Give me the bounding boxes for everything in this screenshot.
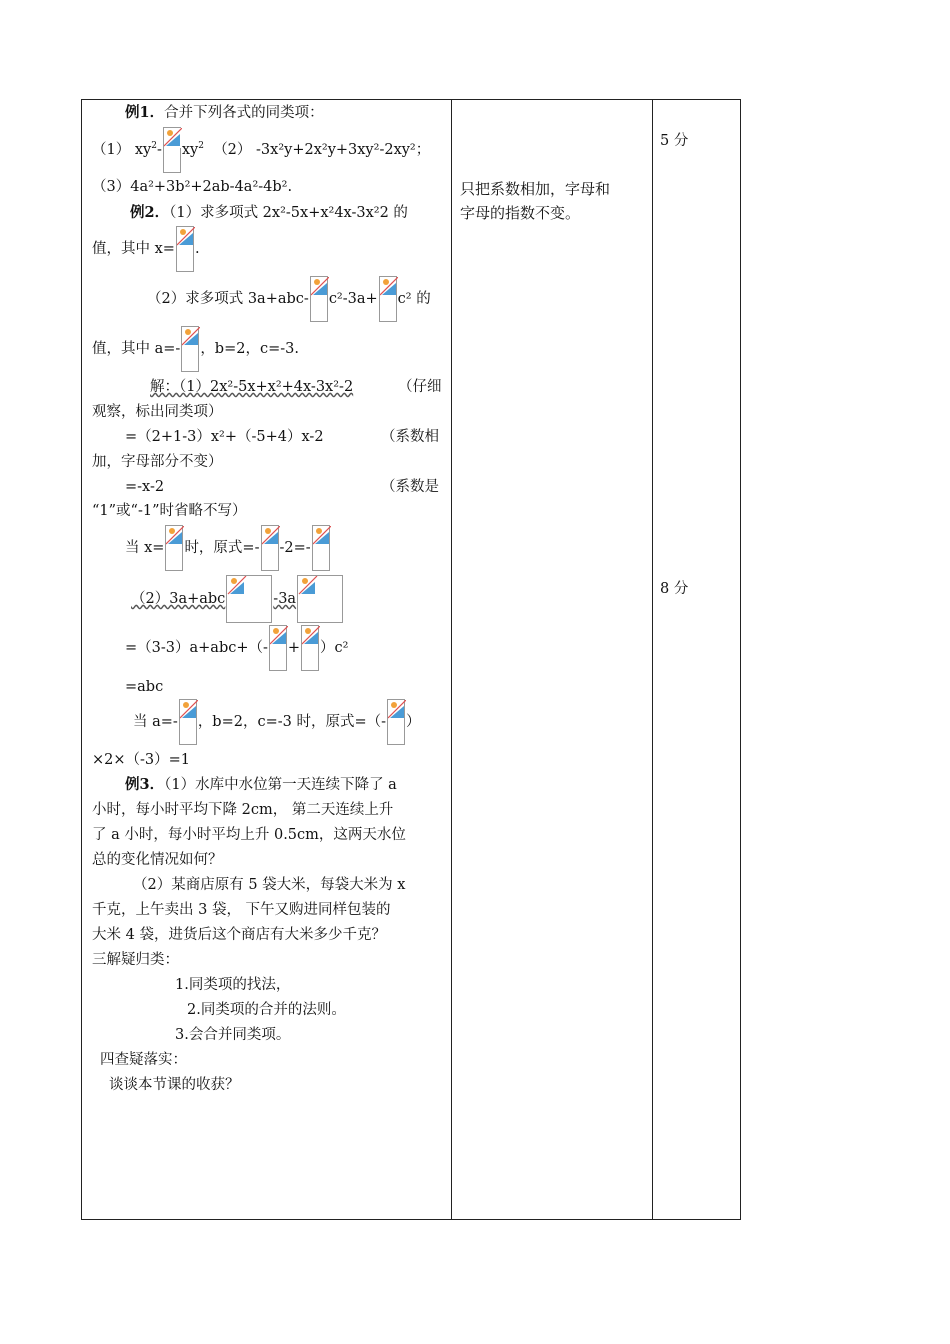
- example-2-line-1: 例2．（1）求多项式 2x²-5x+x²4x-3x²2 的: [130, 204, 408, 221]
- image-placeholder-icon: [226, 575, 272, 623]
- solution-line-9: =（3-3）a+abc+（- + ）c²: [125, 623, 348, 673]
- example-3-line-6: 千克，上午卖出 3 袋， 下午又购进同样包装的: [92, 902, 391, 918]
- solution-line-2: 观察，标出同类项）: [92, 404, 223, 420]
- image-placeholder-icon: [179, 699, 197, 745]
- solution-line-10: =abc: [125, 679, 164, 695]
- example-1-items: （1） $xy^2-$ $xy^2$ （2） -3x²y+2x²y+3xy²-2xy²；: [92, 125, 430, 175]
- example-1-heading: 例1．合并下列各式的同类项：: [125, 104, 324, 121]
- section-3-item-1: 1.同类项的找法，: [175, 977, 291, 993]
- example-3-line-3: 了 a 小时，每小时平均上升 0.5cm，这两天水位: [92, 827, 406, 843]
- example-3-line-5: （2）某商店原有 5 袋大米，每袋大米为 x: [133, 877, 406, 893]
- image-placeholder-icon: [261, 525, 279, 571]
- time-score-1: 5 分: [660, 133, 689, 149]
- image-placeholder-icon: [269, 625, 287, 671]
- section-3-heading: 三解疑归类：: [92, 952, 179, 968]
- solution-note-5: （系数是: [381, 479, 439, 495]
- solution-line-3: =（2+1-3）x²+（-5+4）x-2: [125, 429, 324, 445]
- solution-note-1: （仔细: [398, 379, 442, 395]
- section-3-item-2: 2.同类项的合并的法则。: [187, 1002, 346, 1018]
- example-1-item-3: （3）4a²+3b²+2ab-4a²-4b².: [92, 179, 293, 195]
- image-placeholder-icon: [379, 276, 397, 322]
- example-3-line-7: 大米 4 袋，进货后这个商店有大米多少千克？: [92, 927, 386, 943]
- solution-line-11: 当 a=- ，b=2，c=-3 时，原式=（- ）: [133, 697, 421, 747]
- solution-line-12: ×2×（-3）=1: [92, 752, 191, 768]
- column-divider-1: [451, 100, 452, 1219]
- solution-line-1: 解：（1）2x²-5x+x²+4x-3x²-2: [150, 379, 354, 395]
- column-divider-2: [652, 100, 653, 1219]
- example-3-line-2: 小时，每小时平均下降 2cm， 第二天连续上升: [92, 802, 394, 818]
- example-3-line-4: 总的变化情况如何？: [92, 852, 223, 868]
- image-placeholder-icon: [310, 276, 328, 322]
- solution-line-4: 加，字母部分不变）: [92, 454, 223, 470]
- teaching-note-line-1: 只把系数相加，字母和: [460, 180, 611, 198]
- image-placeholder-icon: [176, 226, 194, 272]
- image-placeholder-icon: [301, 625, 319, 671]
- teaching-note-line-2: 字母的指数不变。: [460, 204, 581, 222]
- solution-line-5: =-x-2: [125, 479, 165, 495]
- image-placeholder-icon: [163, 127, 181, 173]
- time-score-2: 8 分: [660, 581, 689, 597]
- section-4-heading: 四查疑落实：: [100, 1052, 187, 1068]
- example-2-line-4: 值，其中 a=- ，b=2，c=-3.: [92, 324, 299, 374]
- section-4-question: 谈谈本节课的收获？: [109, 1077, 240, 1093]
- solution-note-3: （系数相: [381, 429, 439, 445]
- solution-line-8: （2）3a+abc -3a: [131, 573, 344, 625]
- image-placeholder-icon: [387, 699, 405, 745]
- example-3-line-1: 例3．（1）水库中水位第一天连续下降了 a: [125, 776, 397, 793]
- image-placeholder-icon: [165, 525, 183, 571]
- image-placeholder-icon: [181, 326, 199, 372]
- example-2-line-3: （2）求多项式 3a+abc- c²-3a+ c² 的: [147, 274, 431, 324]
- example-2-line-2: 值，其中 x= .: [92, 224, 200, 274]
- solution-line-7: 当 x= 时，原式=- -2=-: [125, 523, 331, 573]
- image-placeholder-icon: [312, 525, 330, 571]
- image-placeholder-icon: [297, 575, 343, 623]
- section-3-item-3: 3.会合并同类项。: [175, 1027, 291, 1043]
- solution-line-6: “1”或“-1”时省略不写）: [92, 503, 247, 519]
